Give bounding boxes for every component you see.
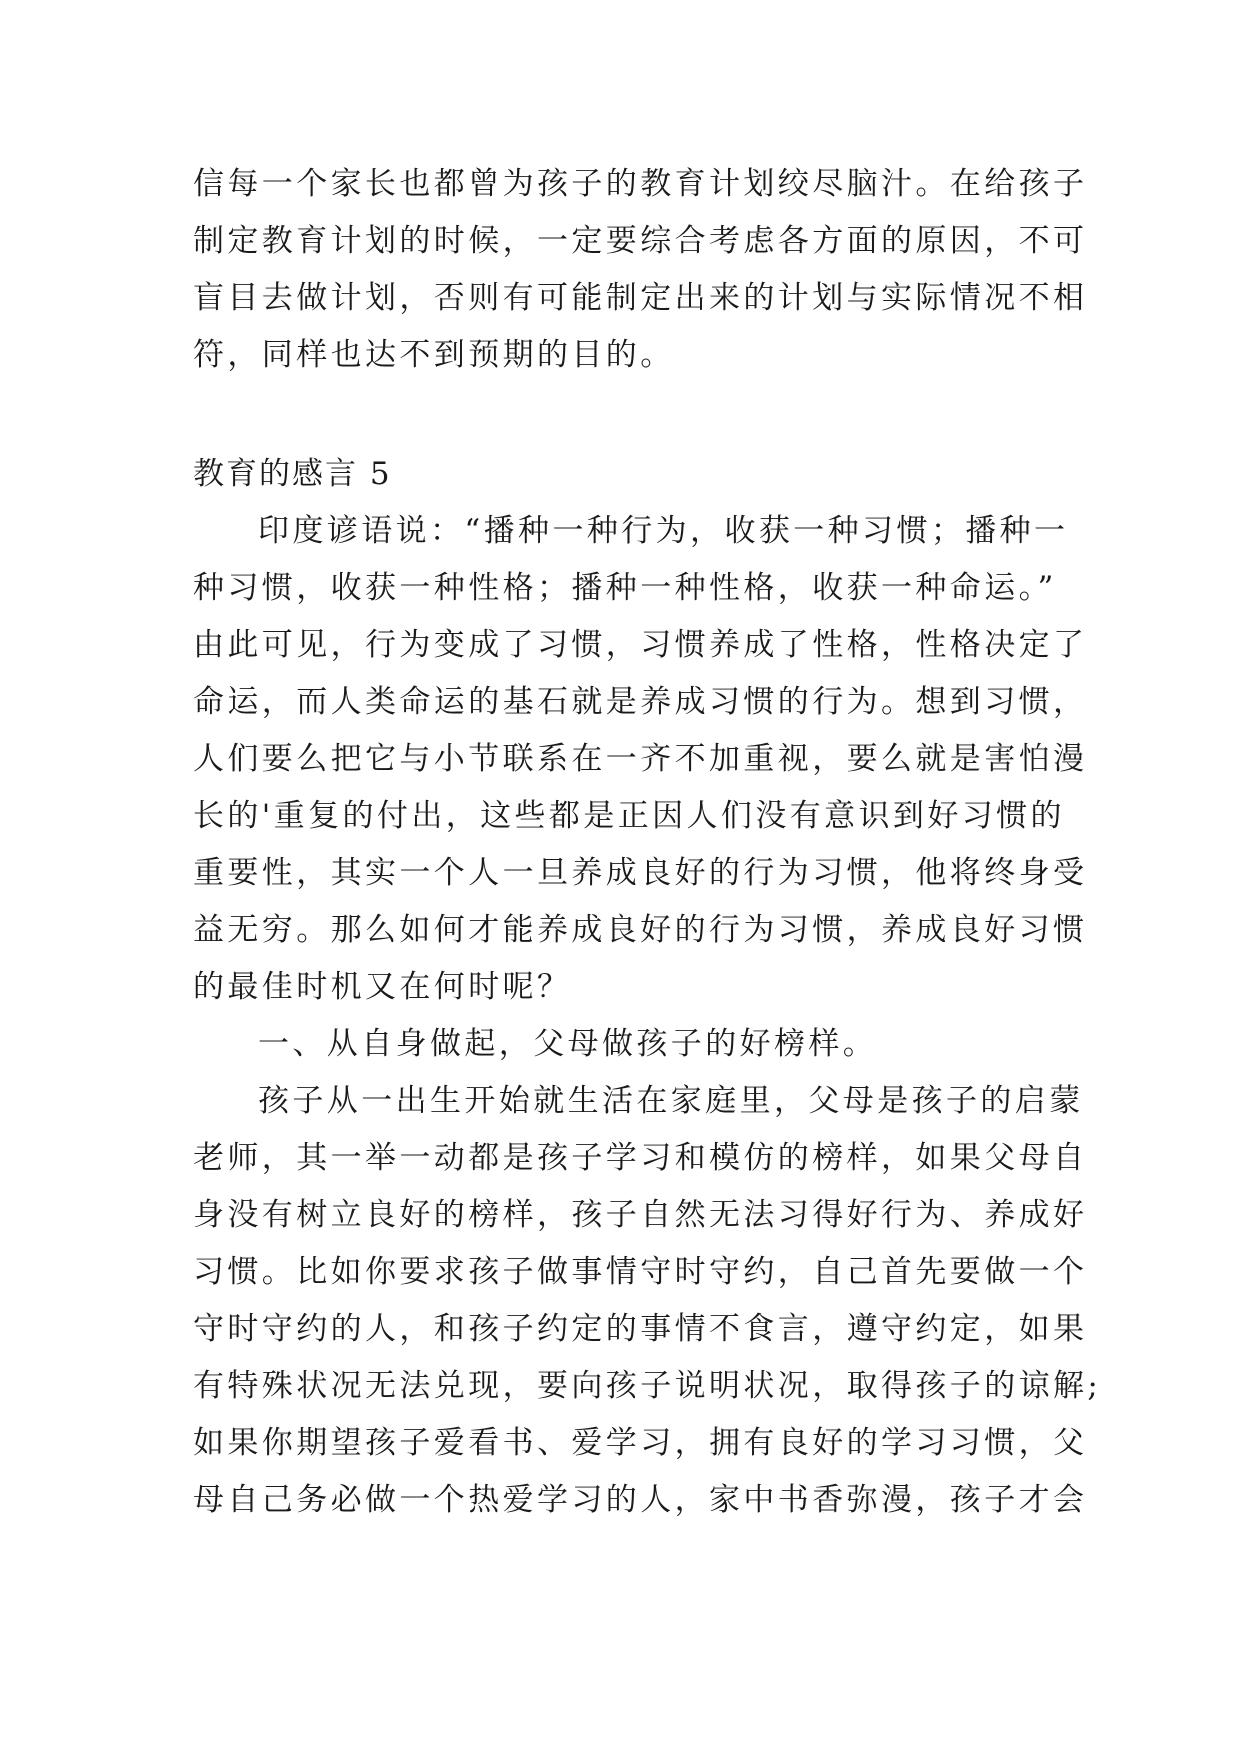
paragraph-1-line-2: 种习惯，收获一种性格；播种一种性格，收获一种命运。” (193, 570, 1057, 606)
paragraph-1-line-1: 印度谚语说：“播种一种行为，收获一种习惯；播种一 (258, 513, 1069, 549)
paragraph-3-line-3: 身没有树立良好的榜样，孩子自然无法习得好行为、养成好 (193, 1197, 1088, 1233)
intro-line-2: 制定教育计划的时候，一定要综合考虑各方面的原因，不可 (193, 223, 1088, 259)
paragraph-1-line-9: 的最佳时机又在何时呢？ (193, 969, 572, 1005)
section-heading: 教育的感言 5 (193, 456, 392, 492)
intro-line-4: 符，同样也达不到预期的目的。 (193, 337, 675, 373)
paragraph-3-line-4: 习惯。比如你要求孩子做事情守时守约，自己首先要做一个 (193, 1254, 1088, 1290)
paragraph-1-line-6: 长的'重复的付出，这些都是正因人们没有意识到好习惯的 (193, 798, 1065, 834)
paragraph-1-line-7: 重要性，其实一个人一旦养成良好的行为习惯，他将终身受 (193, 855, 1088, 891)
paragraph-3-line-1: 孩子从一出生开始就生活在家庭里，父母是孩子的启蒙 (258, 1083, 1084, 1119)
paragraph-3-line-6: 有特殊状况无法兑现，要向孩子说明状况，取得孩子的谅解; (193, 1368, 1102, 1404)
paragraph-3-line-2: 老师，其一举一动都是孩子学习和模仿的榜样，如果父母自 (193, 1140, 1088, 1176)
paragraph-1-line-3: 由此可见，行为变成了习惯，习惯养成了性格，性格决定了 (193, 627, 1088, 663)
intro-line-3: 盲目去做计划，否则有可能制定出来的计划与实际情况不相 (193, 280, 1088, 316)
paragraph-3-line-7: 如果你期望孩子爱看书、爱学习，拥有良好的学习习惯，父 (193, 1425, 1088, 1461)
paragraph-1-line-8: 益无穷。那么如何才能养成良好的行为习惯，养成良好习惯 (193, 912, 1088, 948)
paragraph-1-line-4: 命运，而人类命运的基石就是养成习惯的行为。想到习惯， (193, 684, 1088, 720)
intro-line-1: 信每一个家长也都曾为孩子的教育计划绞尽脑汁。在给孩子 (193, 166, 1088, 202)
paragraph-3-line-5: 守时守约的人，和孩子约定的事情不食言，遵守约定，如果 (193, 1311, 1088, 1347)
paragraph-1-line-5: 人们要么把它与小节联系在一齐不加重视，要么就是害怕漫 (193, 741, 1088, 777)
paragraph-2-line-1: 一、从自身做起，父母做孩子的好榜样。 (258, 1026, 878, 1062)
paragraph-3-line-8: 母自己务必做一个热爱学习的人，家中书香弥漫，孩子才会 (193, 1482, 1088, 1518)
